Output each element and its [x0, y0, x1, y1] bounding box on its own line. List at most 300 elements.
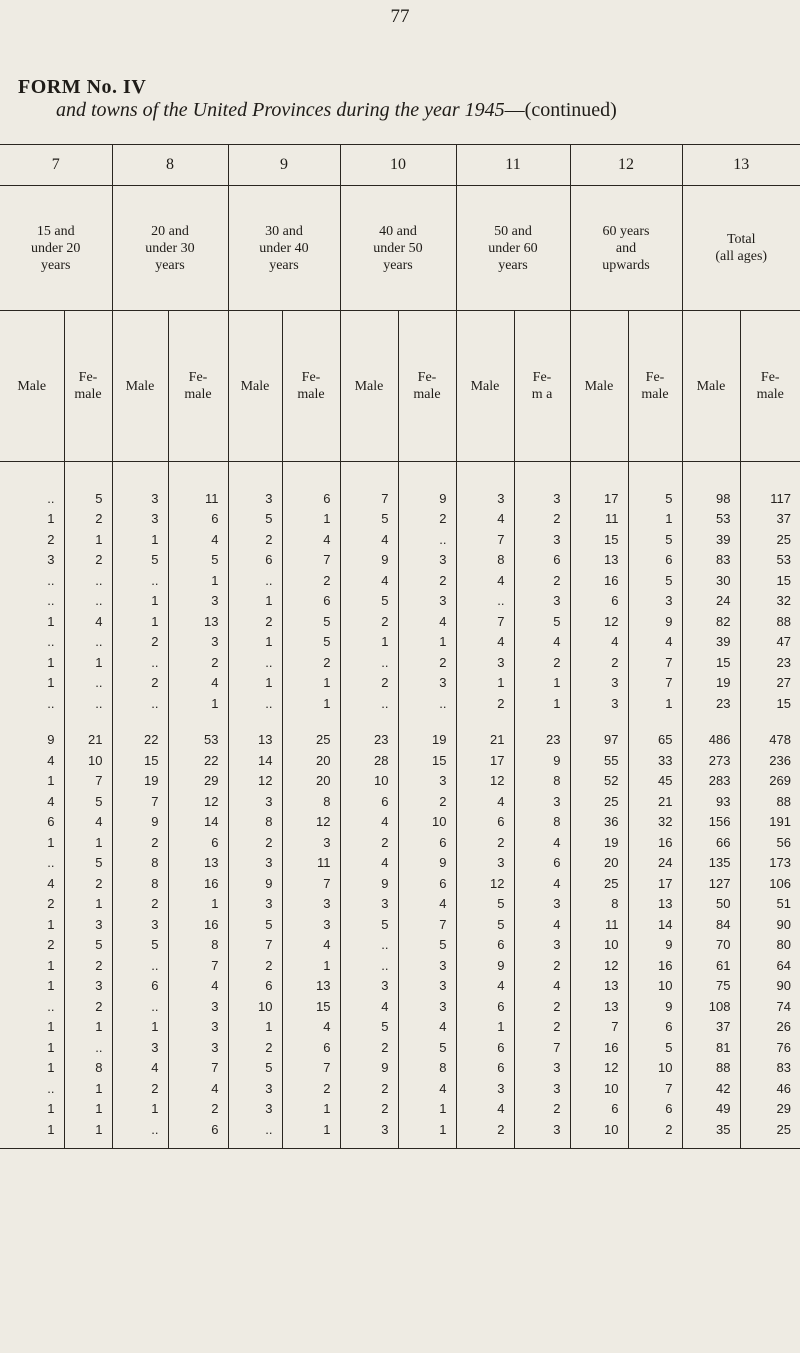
table-cell: 2	[456, 693, 514, 714]
age-group-line: under 20	[31, 240, 81, 256]
table-cell: 6	[514, 853, 570, 874]
table-cell: 21	[628, 791, 682, 812]
table-cell: 269	[740, 771, 800, 792]
empty-cell	[514, 714, 570, 730]
table-cell: 9	[340, 1058, 398, 1079]
table-cell: 2	[456, 1119, 514, 1140]
table-cell: 8	[228, 812, 282, 833]
table-cell: 23	[514, 730, 570, 751]
form-title: FORM No. IV	[18, 76, 147, 98]
table-cell: 1	[47, 1121, 55, 1137]
table-cell: 21	[64, 730, 112, 751]
table-cell: 3	[168, 632, 228, 653]
table-cell: 5	[168, 550, 228, 571]
female-header	[514, 311, 570, 462]
age-group-line: years	[269, 257, 299, 273]
table-cell: 5	[398, 1037, 456, 1058]
table-cell: ..	[112, 996, 168, 1017]
table-cell: 3	[398, 771, 456, 792]
table-cell: 3	[168, 1037, 228, 1058]
sex-header-line: male	[74, 387, 102, 402]
table-cell: 16	[168, 914, 228, 935]
table-cell: 1	[514, 693, 570, 714]
table-cell: 5	[456, 914, 514, 935]
table-cell: 3	[168, 996, 228, 1017]
column-number: 10	[340, 145, 456, 186]
table-cell: ..	[398, 529, 456, 550]
table-cell: 1	[64, 652, 112, 673]
table-cell: ..	[47, 695, 55, 711]
table-cell: 273	[682, 750, 740, 771]
table-cell: 11	[282, 853, 340, 874]
table-cell: 13	[282, 976, 340, 997]
table-body	[0, 462, 800, 1149]
table-cell: 1	[514, 673, 570, 694]
table-cell: 2	[112, 894, 168, 915]
table-cell: 1	[112, 1017, 168, 1038]
table-row	[0, 894, 800, 915]
table-cell: 1	[64, 529, 112, 550]
table-cell: 3	[282, 894, 340, 915]
table-cell: 1	[168, 693, 228, 714]
table-cell: 17	[628, 873, 682, 894]
table-cell: 5	[112, 550, 168, 571]
table-cell: 6	[398, 832, 456, 853]
table-cell: 24	[628, 853, 682, 874]
table-cell: 3	[228, 488, 282, 509]
table-cell: 4	[340, 996, 398, 1017]
table-cell: 4	[340, 853, 398, 874]
table-cell: 5	[282, 611, 340, 632]
table-cell: 7	[628, 673, 682, 694]
table-cell: 27	[740, 673, 800, 694]
table-cell: 9	[112, 812, 168, 833]
table-cell: 5	[282, 632, 340, 653]
table-cell: 7	[398, 914, 456, 935]
table-cell: 20	[282, 771, 340, 792]
table-cell: 6	[282, 1037, 340, 1058]
table-cell: 10	[570, 935, 628, 956]
table-cell: 6	[112, 976, 168, 997]
table-cell: 7	[228, 935, 282, 956]
table-cell: 1	[282, 1119, 340, 1140]
empty-cell	[282, 714, 340, 730]
table-cell: 3	[570, 673, 628, 694]
table-cell: 6	[168, 832, 228, 853]
table-cell: 2	[228, 832, 282, 853]
table-cell: ..	[47, 572, 55, 588]
table-cell: 16	[570, 1037, 628, 1058]
table-cell: 6	[340, 791, 398, 812]
table-cell: 4	[456, 791, 514, 812]
table-cell: 3	[514, 1058, 570, 1079]
table-cell: 6	[456, 812, 514, 833]
empty-cell	[0, 462, 64, 489]
empty-cell	[398, 462, 456, 489]
table-cell: ..	[112, 1119, 168, 1140]
table-end	[0, 1140, 800, 1149]
table-cell: 9	[47, 732, 55, 748]
table-cell: 8	[570, 894, 628, 915]
table-cell: 2	[64, 509, 112, 530]
table-cell: 6	[628, 1017, 682, 1038]
table-cell: 10	[228, 996, 282, 1017]
empty-cell	[740, 714, 800, 730]
table-cell: 4	[514, 632, 570, 653]
table-row	[0, 750, 800, 771]
table-cell: 3	[398, 955, 456, 976]
sex-header-line: Male	[696, 378, 726, 394]
table-cell: 1	[282, 693, 340, 714]
table-cell: 15	[570, 529, 628, 550]
table-cell: 2	[168, 652, 228, 673]
table-cell: 108	[682, 996, 740, 1017]
table-cell: 12	[282, 812, 340, 833]
column-number: 13	[682, 145, 800, 186]
table-cell: 1	[64, 1119, 112, 1140]
table-cell: 1	[47, 916, 55, 932]
table-cell: 64	[740, 955, 800, 976]
table-cell: 19	[570, 832, 628, 853]
table-cell: 7	[456, 529, 514, 550]
empty-cell	[0, 714, 64, 730]
table-cell: 42	[682, 1078, 740, 1099]
empty-cell	[112, 462, 168, 489]
table-cell: 3	[514, 935, 570, 956]
table-cell: ..	[228, 693, 282, 714]
age-group-line: years	[40, 257, 71, 273]
table-cell: 1	[47, 1101, 55, 1117]
table-cell: 29	[740, 1099, 800, 1120]
table-row	[0, 591, 800, 612]
table-cell: 127	[682, 873, 740, 894]
table-cell: 4	[398, 1017, 456, 1038]
table-cell: 50	[682, 894, 740, 915]
table-cell: 6	[456, 1058, 514, 1079]
table-cell: 6	[456, 996, 514, 1017]
male-header	[682, 311, 740, 462]
age-group-line: 30 and	[265, 223, 303, 239]
empty-cell	[514, 462, 570, 489]
table-cell: 15	[740, 570, 800, 591]
table-cell: 14	[228, 750, 282, 771]
table-cell: 236	[740, 750, 800, 771]
table-cell: 2	[340, 1037, 398, 1058]
column-number: 9	[228, 145, 340, 186]
table-cell: 81	[682, 1037, 740, 1058]
table-cell: 2	[340, 832, 398, 853]
sex-header-line: Male	[354, 378, 384, 394]
table-cell: 1	[47, 654, 55, 670]
table-cell: 1	[228, 632, 282, 653]
table-cell: ..	[64, 632, 112, 653]
table-cell: 1	[64, 832, 112, 853]
table-cell: 2	[64, 873, 112, 894]
table-cell: 8	[398, 1058, 456, 1079]
female-header	[398, 311, 456, 462]
table-cell: ..	[112, 570, 168, 591]
table-cell: 16	[168, 873, 228, 894]
empty-cell	[340, 1140, 398, 1149]
table-cell: 75	[682, 976, 740, 997]
table-cell: 2	[514, 570, 570, 591]
table-cell: 4	[570, 632, 628, 653]
table-row	[0, 1078, 800, 1099]
table-cell: 4	[168, 976, 228, 997]
table-cell: 4	[282, 529, 340, 550]
empty-cell	[628, 1140, 682, 1149]
table-cell: 1	[398, 1099, 456, 1120]
table-cell: 1	[456, 1017, 514, 1038]
sex-header-line: Fe-	[188, 370, 208, 385]
table-row	[0, 914, 800, 935]
table-cell: 3	[47, 552, 55, 568]
table-cell: 8	[168, 935, 228, 956]
table-cell: 30	[682, 570, 740, 591]
table-cell: 9	[628, 935, 682, 956]
empty-cell	[570, 714, 628, 730]
empty-cell	[456, 1140, 514, 1149]
table-cell: 10	[570, 1119, 628, 1140]
table-cell: 1	[47, 978, 55, 994]
table-cell: 12	[456, 873, 514, 894]
table-cell: 74	[740, 996, 800, 1017]
table-cell: 88	[740, 611, 800, 632]
table-cell: 4	[628, 632, 682, 653]
table-cell: 19	[112, 771, 168, 792]
age-group-line: (all ages)	[715, 249, 768, 264]
table-cell: 39	[682, 529, 740, 550]
table-cell: 6	[628, 1099, 682, 1120]
table-cell: 65	[628, 730, 682, 751]
table-cell: 3	[398, 996, 456, 1017]
table-cell: 5	[514, 611, 570, 632]
empty-cell	[64, 462, 112, 489]
table-cell: 135	[682, 853, 740, 874]
table-cell: 2	[282, 570, 340, 591]
table-cell: 4	[282, 935, 340, 956]
table-row	[0, 873, 800, 894]
table-cell: 6	[282, 488, 340, 509]
table-cell: 1	[282, 955, 340, 976]
table-cell: 4	[398, 611, 456, 632]
table-cell: 49	[682, 1099, 740, 1120]
table-cell: 1	[47, 511, 55, 527]
table-cell: 7	[64, 771, 112, 792]
table-subtitle	[56, 99, 617, 122]
table-cell: 4	[398, 894, 456, 915]
table-cell: 29	[168, 771, 228, 792]
table-cell: 4	[514, 832, 570, 853]
table-cell: 4	[514, 976, 570, 997]
table-cell: 3	[514, 894, 570, 915]
table-cell: ..	[47, 490, 55, 506]
empty-cell	[168, 1140, 228, 1149]
table-cell: 486	[682, 730, 740, 751]
table-cell: 2	[514, 1099, 570, 1120]
table-cell: 16	[628, 832, 682, 853]
table-cell: 4	[47, 793, 55, 809]
table-cell: 13	[570, 550, 628, 571]
table-cell: ..	[47, 998, 55, 1014]
table-cell: 5	[340, 914, 398, 935]
table-cell: 17	[456, 750, 514, 771]
empty-cell	[228, 462, 282, 489]
table-row	[0, 935, 800, 956]
table-row	[0, 771, 800, 792]
female-header	[168, 311, 228, 462]
table-cell: 5	[340, 509, 398, 530]
table-cell: 2	[47, 896, 55, 912]
table-cell: 5	[628, 488, 682, 509]
table-cell: 1	[628, 693, 682, 714]
table-cell: 11	[570, 509, 628, 530]
table-cell: 3	[228, 894, 282, 915]
table-row	[0, 509, 800, 530]
male-header	[340, 311, 398, 462]
empty-cell	[682, 462, 740, 489]
table-cell: 6	[570, 591, 628, 612]
table-cell: 14	[168, 812, 228, 833]
age-group-header	[228, 186, 340, 311]
table-cell: 55	[570, 750, 628, 771]
table-cell: 8	[64, 1058, 112, 1079]
table-cell: 19	[682, 673, 740, 694]
table-row	[0, 1119, 800, 1140]
table-cell: 12	[570, 611, 628, 632]
table-cell: 2	[47, 937, 55, 953]
table-cell: 1	[168, 570, 228, 591]
table-cell: 4	[340, 529, 398, 550]
table-cell: 2	[282, 652, 340, 673]
table-cell: 53	[168, 730, 228, 751]
table-cell: 3	[64, 976, 112, 997]
table-row	[0, 632, 800, 653]
age-group-header	[570, 186, 682, 311]
table-cell: 7	[570, 1017, 628, 1038]
table-cell: 4	[64, 812, 112, 833]
table-cell: 7	[168, 955, 228, 976]
table-cell: 4	[456, 570, 514, 591]
empty-cell	[456, 462, 514, 489]
age-group-line: upwards	[602, 257, 650, 273]
table-cell: 9	[628, 611, 682, 632]
table-cell: 3	[340, 1119, 398, 1140]
age-group-line: 20 and	[151, 223, 189, 239]
table-cell: 13	[228, 730, 282, 751]
table-cell: 1	[398, 1119, 456, 1140]
table-cell: 1	[282, 673, 340, 694]
sex-header-line: male	[756, 387, 784, 402]
table-cell: 1	[47, 1060, 55, 1076]
table-cell: 12	[570, 1058, 628, 1079]
table-cell: 4	[340, 812, 398, 833]
table-row	[0, 955, 800, 976]
table-row	[0, 812, 800, 833]
table-cell: 28	[340, 750, 398, 771]
table-cell: 3	[228, 853, 282, 874]
table-cell: ..	[228, 1119, 282, 1140]
column-number: 12	[570, 145, 682, 186]
table-cell: 5	[628, 529, 682, 550]
table-cell: 76	[740, 1037, 800, 1058]
table-cell: ..	[340, 955, 398, 976]
male-header	[0, 311, 64, 462]
age-group-row	[0, 186, 800, 311]
table-cell: 84	[682, 914, 740, 935]
table-row	[0, 693, 800, 714]
table-cell: 117	[740, 488, 800, 509]
table-cell: 39	[682, 632, 740, 653]
table-cell: 97	[570, 730, 628, 751]
empty-cell	[282, 462, 340, 489]
empty-cell	[168, 714, 228, 730]
table-row	[0, 730, 800, 751]
table-cell: ..	[340, 935, 398, 956]
table-cell: 3	[112, 1037, 168, 1058]
table-cell: 283	[682, 771, 740, 792]
table-cell: 1	[47, 1019, 55, 1035]
table-cell: 10	[340, 771, 398, 792]
table-cell: 3	[456, 853, 514, 874]
table-cell: 2	[282, 1078, 340, 1099]
statistics-table	[0, 144, 800, 1149]
table-cell: 2	[340, 673, 398, 694]
table-cell: 25	[570, 873, 628, 894]
table-cell: 6	[456, 935, 514, 956]
table-cell: 2	[228, 529, 282, 550]
table-cell: 5	[64, 488, 112, 509]
table-cell: 26	[740, 1017, 800, 1038]
table-cell: ..	[47, 855, 55, 871]
table-cell: 22	[112, 730, 168, 751]
table-cell: 3	[514, 529, 570, 550]
table-cell: 1	[47, 834, 55, 850]
empty-cell	[514, 1140, 570, 1149]
table-cell: 5	[398, 935, 456, 956]
table-cell: 6	[228, 976, 282, 997]
age-group-line: 40 and	[379, 223, 417, 239]
table-row	[0, 791, 800, 812]
empty-cell	[398, 1140, 456, 1149]
table-cell: 5	[228, 509, 282, 530]
empty-cell	[64, 1140, 112, 1149]
table-cell: 5	[64, 853, 112, 874]
table-cell: 2	[112, 1078, 168, 1099]
table-cell: 2	[398, 570, 456, 591]
table-cell: 23	[682, 693, 740, 714]
table-cell: 35	[682, 1119, 740, 1140]
table-cell: 3	[570, 693, 628, 714]
table-cell: 9	[228, 873, 282, 894]
table-cell: ..	[64, 591, 112, 612]
column-number: 11	[456, 145, 570, 186]
female-header	[282, 311, 340, 462]
table-cell: 4	[398, 1078, 456, 1099]
table-cell: 7	[282, 550, 340, 571]
table-cell: 16	[570, 570, 628, 591]
table-cell: 4	[340, 570, 398, 591]
empty-cell	[112, 1140, 168, 1149]
empty-cell	[340, 714, 398, 730]
sex-header-line: Male	[125, 378, 155, 394]
table-cell: 5	[64, 935, 112, 956]
table-cell: 88	[682, 1058, 740, 1079]
empty-cell	[228, 714, 282, 730]
table-row	[0, 1037, 800, 1058]
table-cell: 82	[682, 611, 740, 632]
empty-cell	[64, 714, 112, 730]
